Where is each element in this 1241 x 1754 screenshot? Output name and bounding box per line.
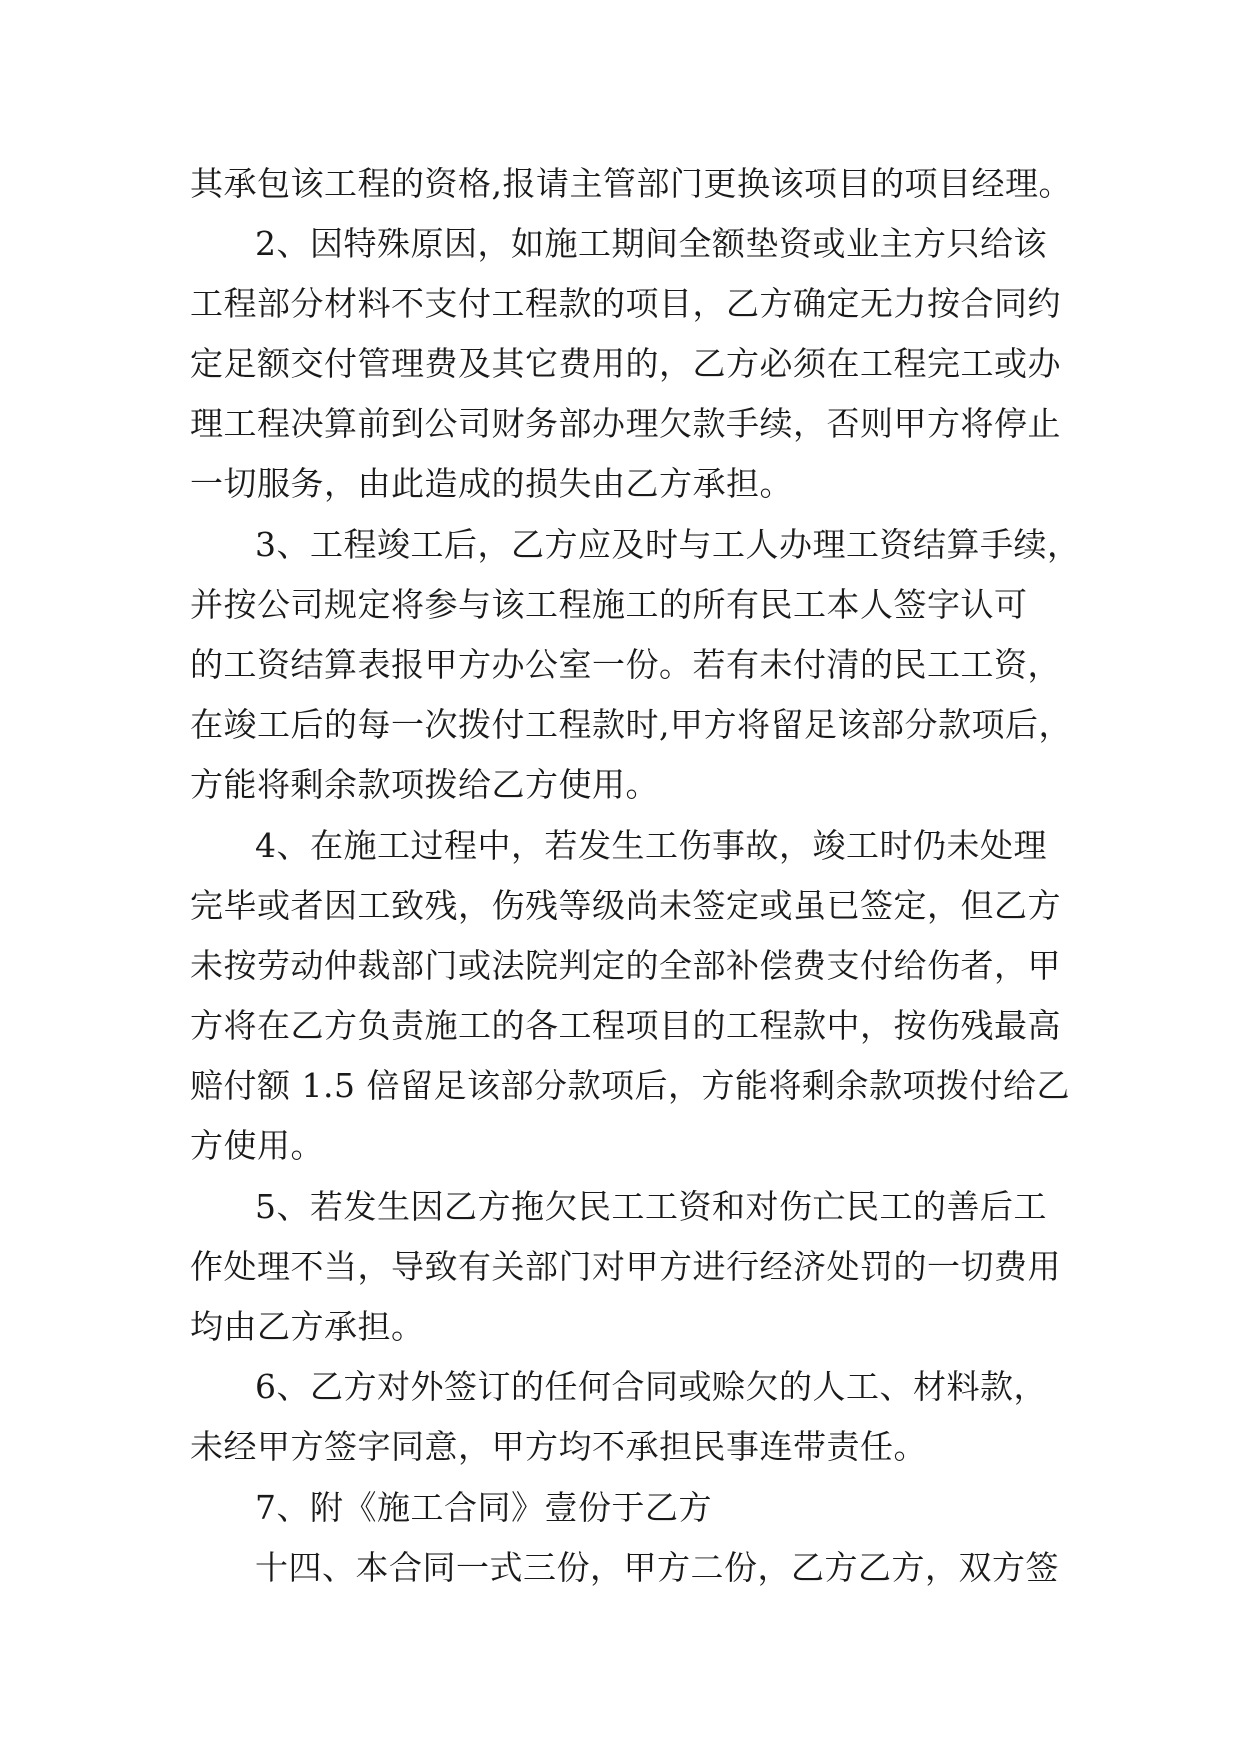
text-line: 均由乙方承担。: [190, 1307, 425, 1346]
text-line: 未经甲方签字同意，甲方均不承担民事连带责任。: [190, 1427, 927, 1466]
text-line: 工程部分材料不支付工程款的项目，乙方确定无力按合同约: [190, 284, 1061, 323]
text-line: 方使用。: [190, 1126, 324, 1165]
text-line: 理工程决算前到公司财务部办理欠款手续，否则甲方将停止: [190, 404, 1061, 443]
text-line: 方将在乙方负责施工的各工程项目的工程款中，按伤残最高: [190, 1006, 1061, 1045]
clause-5-line: 5、若发生因乙方拖欠民工工资和对伤亡民工的善后工: [255, 1187, 1047, 1226]
clause-7-line: 7、附《施工合同》壹份于乙方: [255, 1488, 712, 1527]
clause-3-line: 3、工程竣工后，乙方应及时与工人办理工资结算手续，: [255, 525, 1081, 564]
text-line: 并按公司规定将参与该工程施工的所有民工本人签字认可: [190, 585, 1028, 624]
text-line: 在竣工后的每一次拨付工程款时,甲方将留足该部分款项后，: [190, 705, 1072, 744]
text-line: 一切服务，由此造成的损失由乙方承担。: [190, 464, 793, 503]
text-line: 方能将剩余款项拨给乙方使用。: [190, 765, 659, 804]
text-line: 作处理不当，导致有关部门对甲方进行经济处罚的一切费用: [190, 1247, 1061, 1286]
text-line: 的工资结算表报甲方办公室一份。若有未付清的民工工资，: [190, 645, 1061, 684]
text-line: 未按劳动仲裁部门或法院判定的全部补偿费支付给伤者，甲: [190, 946, 1061, 985]
clause-6-line: 6、乙方对外签订的任何合同或赊欠的人工、材料款，: [255, 1367, 1047, 1406]
text-line: 赔付额 1.5 倍留足该部分款项后，方能将剩余款项拨付给乙: [190, 1066, 1070, 1105]
article-14-line: 十四、本合同一式三份，甲方二份，乙方乙方，双方签: [255, 1548, 1059, 1587]
text-line: 其承包该工程的资格,报请主管部门更换该项目的项目经理。: [190, 164, 1072, 203]
clause-4-line: 4、在施工过程中，若发生工伤事故，竣工时仍未处理: [255, 826, 1047, 865]
text-line: 定足额交付管理费及其它费用的，乙方必须在工程完工或办: [190, 344, 1061, 383]
text-line: 完毕或者因工致残，伤残等级尚未签定或虽已签定，但乙方: [190, 886, 1061, 925]
clause-2-line: 2、因特殊原因，如施工期间全额垫资或业主方只给该: [255, 224, 1047, 263]
